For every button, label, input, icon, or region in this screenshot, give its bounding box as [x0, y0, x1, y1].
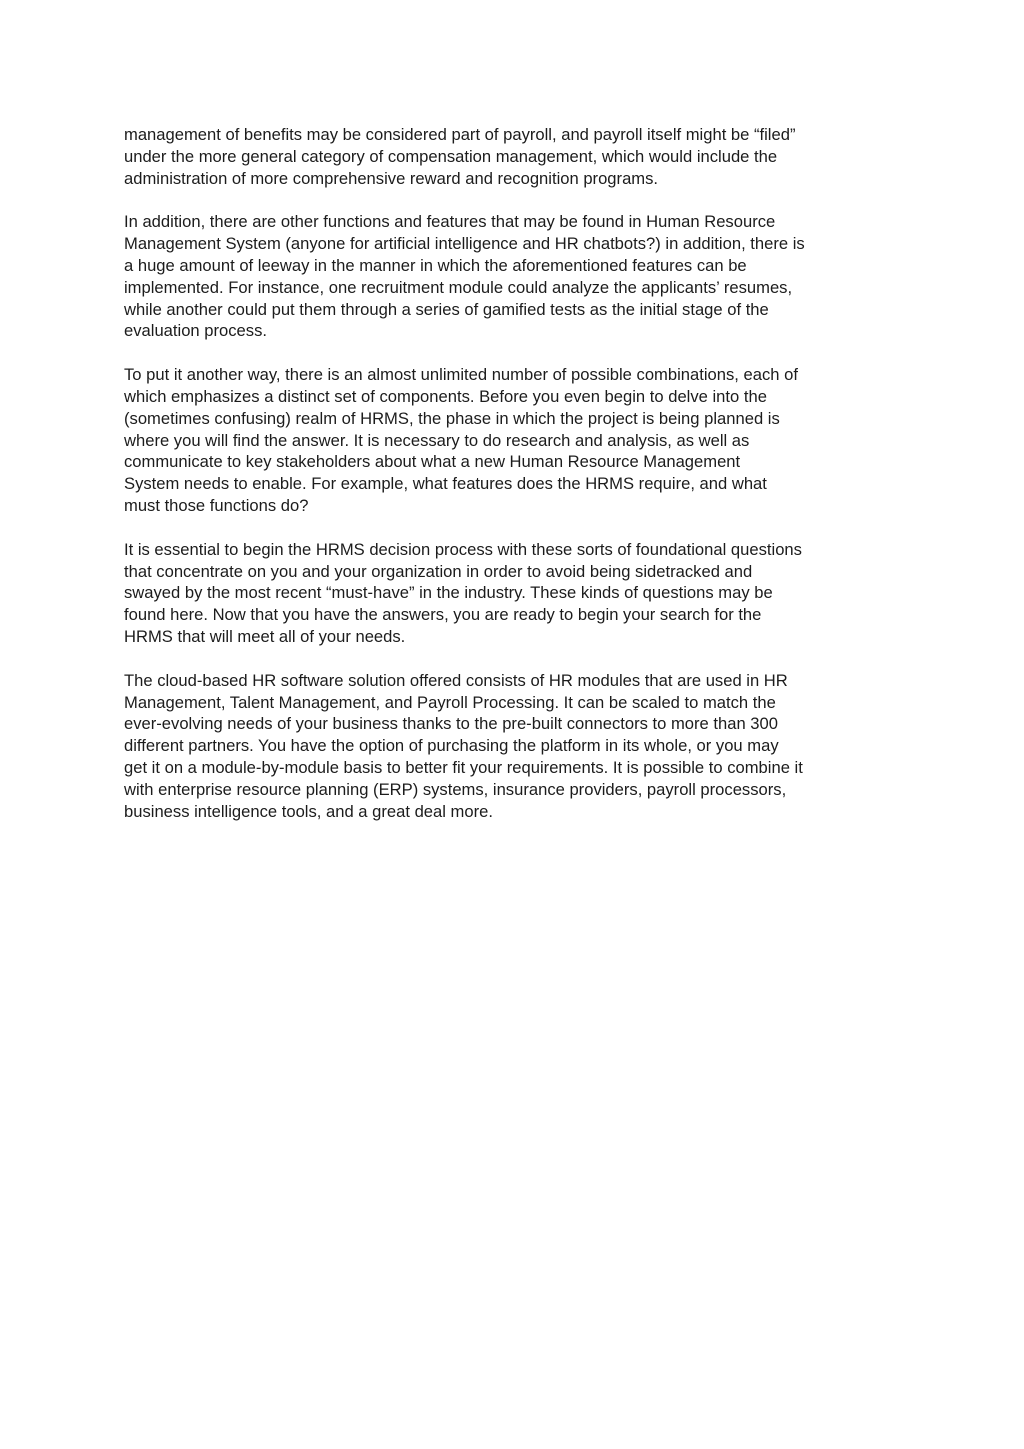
paragraph-combinations [124, 364, 904, 517]
text-line: get it on a module-by-module basis to better fit your requirements. It is possible to combine it [124, 757, 803, 777]
text-line: It is essential to begin the HRMS decision process with these sorts of foundational questions [124, 539, 802, 559]
text-line: must those functions do? [124, 495, 309, 515]
text-line: management of benefits may be considered part of payroll, and payroll itself might be “filed” [124, 125, 796, 144]
text-line: a huge amount of leeway in the manner in which the aforementioned features can be [124, 255, 747, 275]
text-line: Management, Talent Management, and Payroll Processing. It can be scaled to match the [124, 692, 776, 712]
text-line: HRMS that will meet all of your needs. [124, 626, 406, 646]
text-line: implemented. For instance, one recruitment module could analyze the applicants’ resumes, [124, 277, 793, 297]
text-line: found here. Now that you have the answers, you are ready to begin your search for the [124, 605, 762, 625]
text-line: different partners. You have the option of purchasing the platform in its whole, or you may [124, 736, 779, 756]
text-line: (sometimes confusing) realm of HRMS, the phase in which the project is being planned is [124, 408, 780, 428]
text-line: To put it another way, there is an almost unlimited number of possible combinations, each of [124, 365, 798, 385]
text-line: that concentrate on you and your organization in order to avoid being sidetracked and [124, 561, 753, 581]
text-line: Management System (anyone for artificial intelligence and HR chatbots?) in addition, there is [124, 234, 805, 254]
text-line: evaluation process. [124, 321, 267, 341]
paragraph-foundational-questions [124, 539, 904, 648]
paragraph-cloud-solution [124, 670, 904, 823]
text-line: with enterprise resource planning (ERP) systems, insurance providers, payroll processors, [124, 779, 787, 799]
text-line: In addition, there are other functions and features that may be found in Human Resource [124, 212, 776, 232]
text-line: The cloud-based HR software solution offered consists of HR modules that are used in HR [124, 670, 788, 690]
text-line: under the more general category of compensation management, which would include the [124, 146, 778, 166]
text-line: where you will find the answer. It is necessary to do research and analysis, as well as [124, 430, 750, 450]
text-line: while another could put them through a series of gamified tests as the initial stage of the [124, 299, 769, 319]
text-line: communicate to key stakeholders about what a new Human Resource Management [124, 452, 741, 472]
paragraph-other-functions [124, 211, 904, 342]
text-line: System needs to enable. For example, what features does the HRMS require, and what [124, 474, 767, 494]
document-body [124, 124, 904, 844]
text-line: administration of more comprehensive reward and recognition programs. [124, 168, 659, 188]
text-line: swayed by the most recent “must-have” in the industry. These kinds of questions may be [124, 583, 773, 603]
paragraph-benefits-payroll [124, 124, 904, 189]
text-line: business intelligence tools, and a great deal more. [124, 801, 493, 821]
text-line: ever-evolving needs of your business thanks to the pre-built connectors to more than 300 [124, 714, 778, 734]
text-line: which emphasizes a distinct set of components. Before you even begin to delve into the [124, 386, 767, 406]
